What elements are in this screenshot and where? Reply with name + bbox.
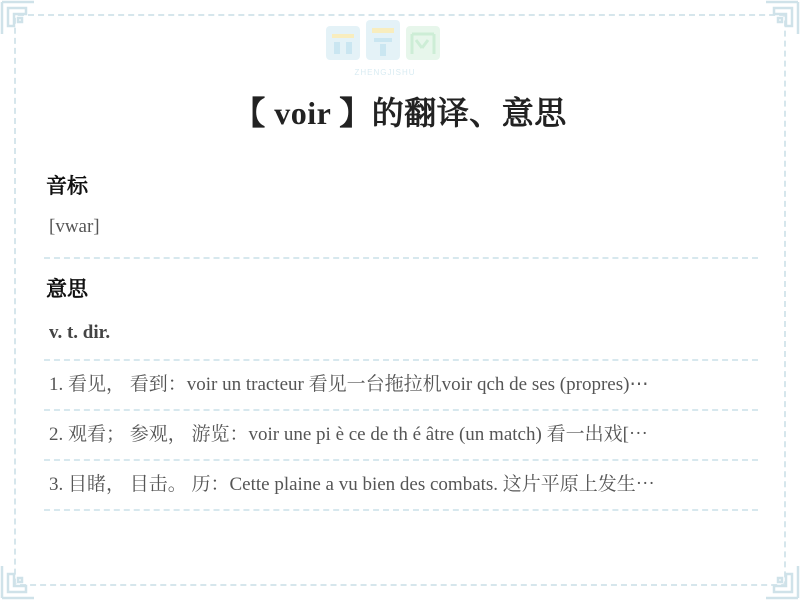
main-content: [44, 168, 758, 511]
definition-text: 3. 目睹， 目击。 历：Cette plaine a vu bien des combats. 这片平原上发生⋯: [49, 474, 655, 495]
page-title: 【 voir 】的翻译、意思: [233, 95, 567, 131]
logo-subtext: ZHENGJISHU: [354, 68, 416, 77]
corner-ornament-icon: [756, 556, 800, 600]
phonetic-heading: 音标: [46, 174, 88, 198]
logo-icon: [320, 14, 450, 68]
phonetic-value: [vwar]: [44, 204, 758, 259]
corner-ornament-icon: [0, 556, 44, 600]
site-logo: [320, 14, 450, 80]
corner-ornament-icon: [756, 0, 800, 44]
definition-text: 2. 观看； 参观， 游览：voir une pi è ce de th é âtre (un match) 看一出戏[⋯: [49, 424, 648, 445]
part-of-speech: v. t. dir.: [44, 313, 758, 361]
meaning-heading: 意思: [46, 277, 88, 301]
definition-item: [44, 461, 758, 511]
definition-item: [44, 361, 758, 411]
definition-item: [44, 411, 758, 461]
definition-text: 1. 看见， 看到：voir un tracteur 看见一台拖拉机voir qch de ses (propres)⋯: [49, 374, 649, 395]
corner-ornament-icon: [0, 0, 44, 44]
